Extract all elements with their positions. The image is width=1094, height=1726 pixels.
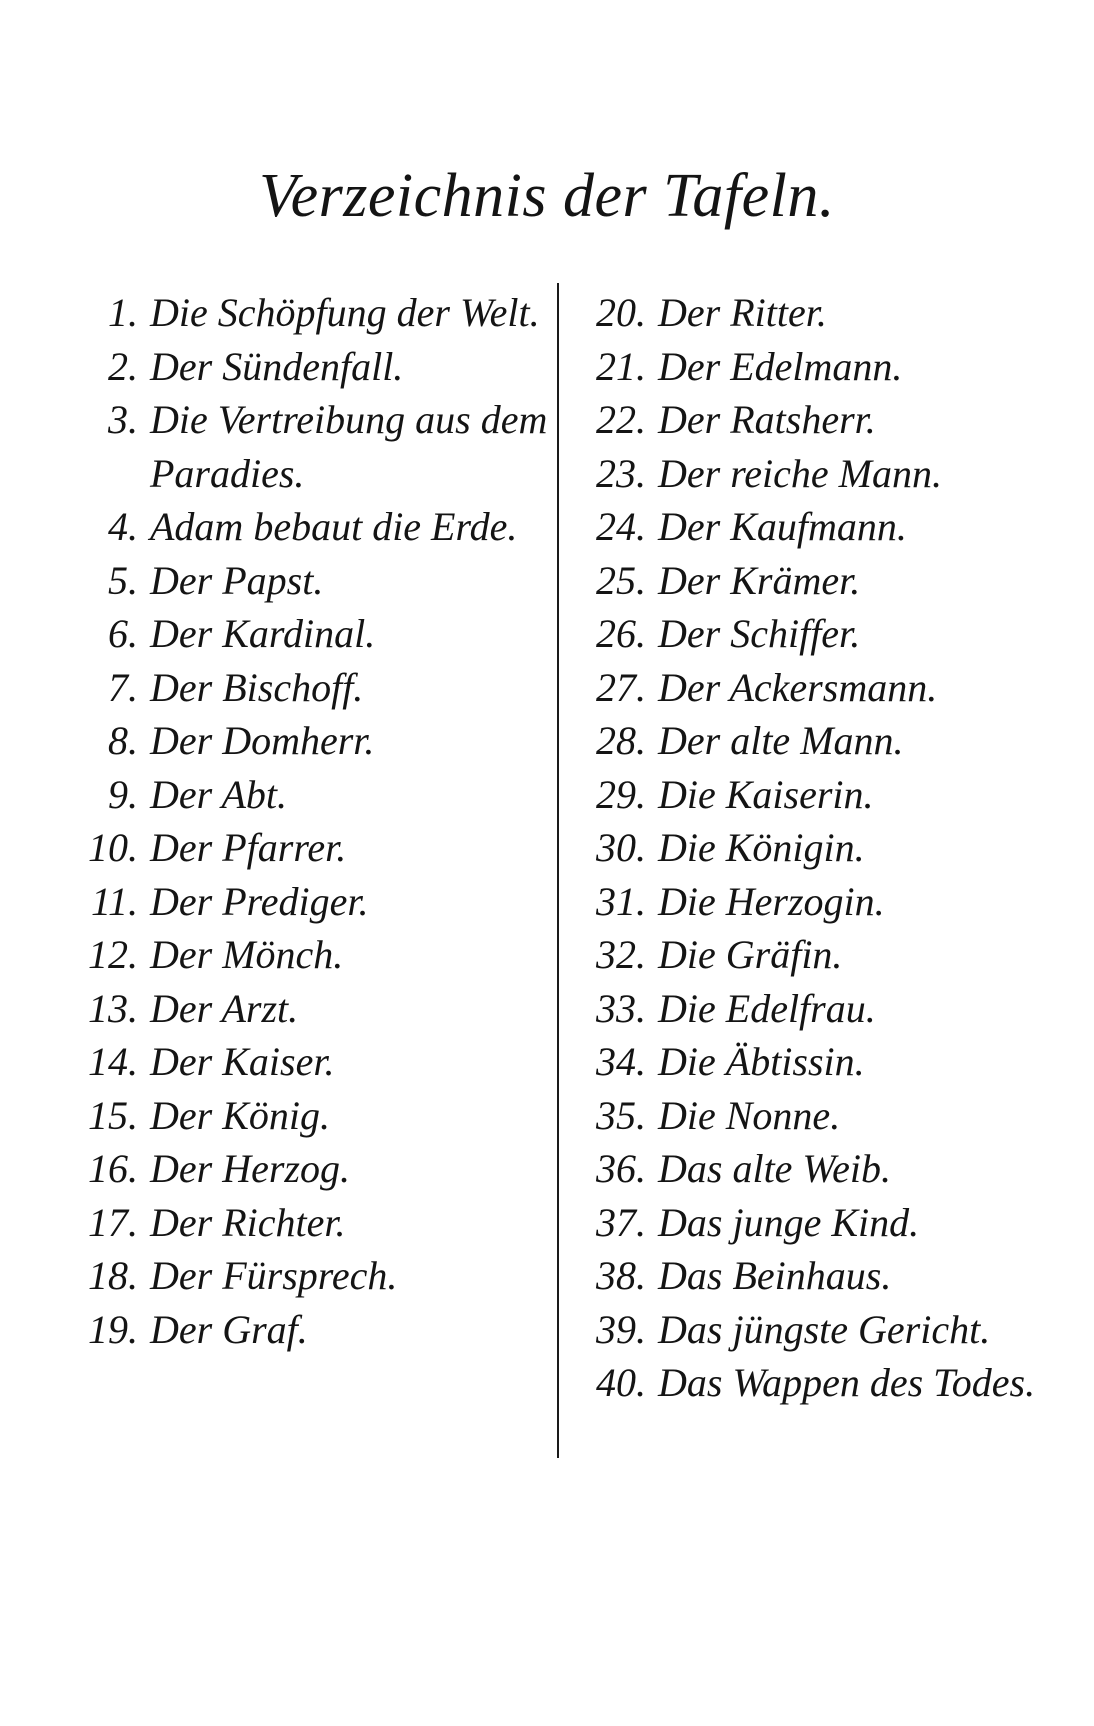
entry-title: Der König. [150,1092,330,1138]
entry-number: 34. [596,1039,646,1084]
contents-entry [578,1089,1078,1143]
contents-entry [578,607,1078,661]
entry-number: 23. [596,450,646,496]
entry-title: Der Abt. [150,771,288,817]
contents-entry [78,1089,548,1143]
entry-number: 30. [596,825,646,870]
entry-number: 21. [596,343,646,389]
contents-entry [578,1035,1078,1089]
contents-entry [578,393,1078,447]
entry-number: 7. [108,664,138,710]
entry-title: Die Schöpfung der Welt. [150,290,540,335]
contents-entry [78,714,548,768]
entry-title: Die Äbtissin. [658,1039,865,1084]
contents-entry [78,1196,548,1250]
entry-number: 28. [596,718,646,763]
entry-title: Das jüngste Gericht. [658,1306,991,1352]
contents-entry [78,1249,548,1303]
entry-number: 35. [596,1092,646,1138]
entry-title: Der Mönch. [150,932,344,977]
contents-entry [578,1356,1078,1410]
entry-number: 26. [596,611,646,656]
contents-entry [578,1142,1078,1196]
entry-number: 15. [88,1092,138,1138]
contents-entry [578,1249,1078,1303]
entry-number: 4. [108,504,138,549]
entry-title: Der Domherr. [150,718,375,763]
entry-number: 24. [596,504,646,549]
contents-entry [78,1035,548,1089]
contents-entry [78,982,548,1036]
entry-number: 17. [88,1199,138,1245]
entry-title: Der Krämer. [658,557,861,603]
entry-number: 38. [596,1253,646,1298]
entry-number: 22. [596,397,646,442]
contents-entry [578,875,1078,929]
entry-title: Die Herzogin. [658,878,885,924]
entry-title: Adam bebaut die Erde. [150,504,518,549]
entry-number: 31. [596,878,646,924]
entry-title: Der Sündenfall. [150,343,404,389]
entry-number: 27. [596,664,646,710]
contents-entry [578,554,1078,608]
entry-number: 6. [108,611,138,656]
contents-entry [78,607,548,661]
entry-title: Die Vertreibung aus dem Paradies. [150,397,548,496]
contents-column-left [78,286,548,1356]
contents-entry [78,554,548,608]
contents-entry [78,928,548,982]
contents-entry [78,821,548,875]
entry-title: Der Kaufmann. [658,504,907,549]
contents-entry [78,393,548,500]
entry-title: Der reiche Mann. [658,450,942,496]
entry-number: 33. [596,985,646,1031]
entry-number: 8. [108,718,138,763]
entry-number: 40. [596,1360,646,1405]
entry-number: 3. [108,397,138,442]
entry-number: 16. [88,1146,138,1191]
entry-title: Die Gräfin. [658,932,843,977]
entry-number: 39. [596,1306,646,1352]
entry-number: 11. [90,878,138,924]
contents-entry [78,768,548,822]
entry-title: Der Prediger. [150,878,369,924]
entry-title: Der alte Mann. [658,718,904,763]
entry-number: 36. [596,1146,646,1191]
entry-number: 32. [596,932,646,977]
contents-entry [578,714,1078,768]
entry-number: 13. [88,985,138,1031]
entry-number: 5. [108,557,138,603]
contents-entry [78,1142,548,1196]
entry-number: 9. [108,771,138,817]
contents-entry [578,500,1078,554]
contents-entry [578,340,1078,394]
entry-number: 20. [596,290,646,335]
entry-number: 37. [596,1199,646,1245]
entry-title: Der Arzt. [150,985,299,1031]
entry-title: Der Ratsherr. [658,397,876,442]
entry-title: Der Graf. [150,1306,308,1352]
contents-entry [78,286,548,340]
entry-title: Der Richter. [150,1199,346,1245]
contents-entry [578,982,1078,1036]
entry-title: Der Ritter. [658,290,827,335]
contents-entry [78,661,548,715]
entry-title: Der Schiffer. [658,611,861,656]
entry-number: 1. [108,290,138,335]
entry-title: Die Nonne. [658,1092,841,1138]
entry-number: 14. [88,1039,138,1084]
contents-column-right [578,286,1078,1410]
column-divider [557,283,559,1458]
page-title: Verzeichnis der Tafeln. [259,162,835,230]
contents-entry [578,928,1078,982]
contents-entry [78,1303,548,1357]
entry-number: 18. [88,1253,138,1298]
entry-title: Das Wappen des Todes. [658,1360,1036,1405]
entry-number: 2. [108,343,138,389]
entry-title: Der Herzog. [150,1146,350,1191]
entry-number: 19. [88,1306,138,1352]
entry-title: Der Kaiser. [150,1039,335,1084]
entry-number: 29. [596,771,646,817]
entry-title: Das alte Weib. [658,1146,891,1191]
entry-title: Der Ackersmann. [658,664,938,710]
entry-title: Die Königin. [658,825,865,870]
contents-entry [78,875,548,929]
entry-title: Der Kardinal. [150,611,376,656]
entry-title: Das junge Kind. [658,1199,920,1245]
entry-title: Der Bischoff. [150,664,364,710]
contents-entry [578,447,1078,501]
entry-title: Das Beinhaus. [658,1253,892,1298]
contents-entry [578,768,1078,822]
contents-entry [78,500,548,554]
entry-number: 12. [88,932,138,977]
entry-title: Der Edelmann. [658,343,903,389]
contents-entry [578,661,1078,715]
entry-number: 25. [596,557,646,603]
entry-title: Der Pfarrer. [150,825,347,870]
contents-entry [578,1303,1078,1357]
contents-entry [578,1196,1078,1250]
contents-entry [78,340,548,394]
entry-number: 10. [88,825,138,870]
contents-entry [578,821,1078,875]
entry-title: Der Fürsprech. [150,1253,398,1298]
contents-entry [578,286,1078,340]
entry-title: Die Edelfrau. [658,985,876,1031]
entry-title: Der Papst. [150,557,324,603]
entry-title: Die Kaiserin. [658,771,874,817]
